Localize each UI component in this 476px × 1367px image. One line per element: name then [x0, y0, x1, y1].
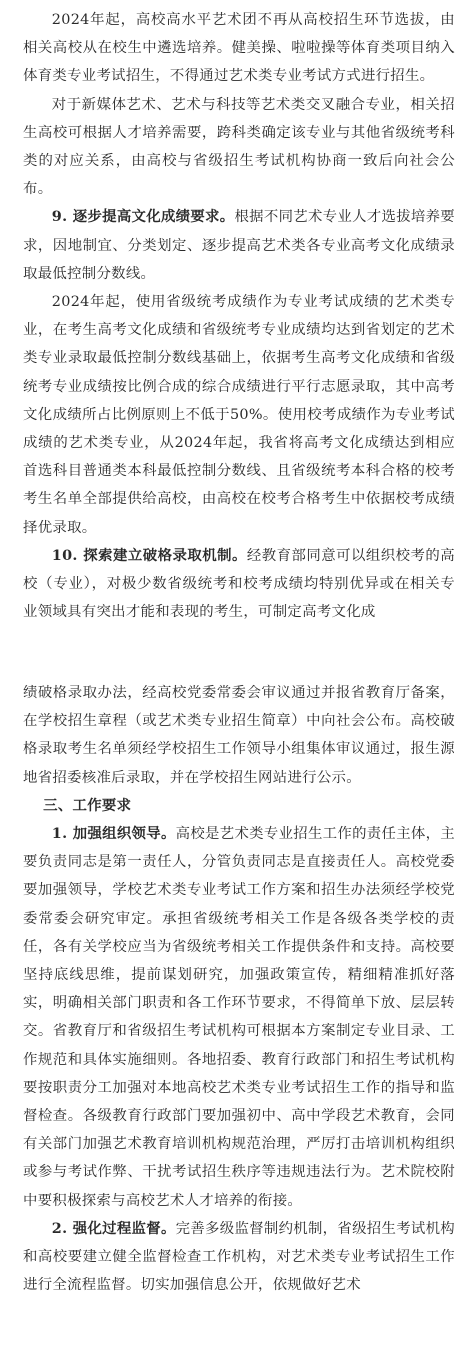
- item-10-title: 10. 探索建立破格录取机制。: [51, 546, 247, 564]
- paragraph-culture-score: [23, 203, 455, 288]
- item-9-text: 根据不同艺术专业人才选拔培养要求，因地制宜、分类划定、逐步提高艺术类各专业高考文化成绩录取最低控制分数线。: [23, 209, 455, 282]
- paragraph-organization: [23, 820, 455, 1215]
- paragraph-2024-admission: 2024年起，使用省级统考成绩作为专业考试成绩的艺术类专业，在考生高考文化成绩和省级统考专业成绩均达到省划定的艺术类专业录取最低控制分数线基础上，依据考生高考文化成绩和省级统考专业成绩按比例合成的综合成绩进行平行志愿录取，其中高考文化成绩所占比例原则上不低于50%。使用校考成绩作为专业考试成绩的艺术类专业，从2024年起，我省将高考文化成绩达到相应首选科目普通类本科最低控制分数线、且省级统考本科合格的校考考生名单全部提供给高校，由高校在校考合格考生中依据校考成绩择优录取。: [23, 294, 455, 536]
- paragraph-exceptional-continued: 绩破格录取办法，经高校党委常委会审议通过并报省教育厅备案，在学校招生章程（或艺术类专业招生简章）中向社会公布。高校破格录取考生名单须经学校招生工作领导小组集体审议通过，报生源地省招委核准后录取，并在学校招生网站进行公示。: [23, 685, 455, 786]
- item-1-text: 高校是艺术类专业招生工作的责任主体，主要负责同志是第一责任人，分管负责同志是直接责任人。高校党委要加强领导，学校艺术类专业考试工作方案和招生办法须经学校党委常委会研究审定。承担省级统考相关工作是各级各类学校的责任，各有关学校应当为省级统考相关工作提供条件和支持。高校要坚持底线思维，提前谋划研究，加强政策宣传，精细精准抓好落实，明确相关部门职责和各工作环节要求，不得简单下放、层层转交。省教育厅和省级招生考试机构可根据本方案制定专业目录、工作规范和具体实施细则。各地招委、教育行政部门和招生考试机构要按职责分工加强对本地高校艺术类专业考试招生工作的指导和监督检查。各级教育行政部门要加强初中、高中学段艺术教育，会同有关部门加强艺术教育培训机构规范治理，严厉打击培训机构组织或参与考试作弊、干扰考试招生秩序等违规违法行为。艺术院校附中要积极探索与高校艺术人才培养的衔接。: [23, 826, 455, 1209]
- text-block-lower: [23, 679, 455, 1299]
- paragraph-supervision: [23, 1215, 455, 1300]
- paragraph-art-troupe: 2024年起，高校高水平艺术团不再从高校招生环节选拔，由相关高校从在校生中遴选培养。健美操、啦啦操等体育类项目纳入体育类专业考试招生，不得通过艺术类专业考试方式进行招生。: [23, 12, 455, 85]
- section-heading-work-requirements: 三、工作要求: [43, 796, 132, 814]
- item-10-text: 经教育部同意可以组织校考的高校（专业），对极少数省级统考和校考成绩均特别优异或在相关专业领域具有突出才能和表现的考生，可制定高考文化成: [23, 547, 455, 621]
- item-2-text: 完善多级监督制约机制，省级招生考试机构和高校要建立健全监督检查工作机构，对艺术类专业考试招生工作进行全流程监督。切实加强信息公开，依规做好艺术: [23, 1220, 455, 1294]
- paragraph-cross-disciplinary: 对于新媒体艺术、艺术与科技等艺术类交叉融合专业，相关招生高校可根据人才培养需要，跨科类确定该专业与其他省级统考科类的对应关系，由高校与省级招生考试机构协商一致后向社会公布。: [23, 96, 455, 198]
- item-1-title: 1. 加强组织领导。: [51, 825, 176, 843]
- item-2-title: 2. 强化过程监督。: [51, 1219, 176, 1237]
- item-9-title: 9. 逐步提高文化成绩要求。: [51, 208, 235, 226]
- text-block-upper: [23, 6, 455, 626]
- paragraph-exceptional-admission: [23, 542, 455, 627]
